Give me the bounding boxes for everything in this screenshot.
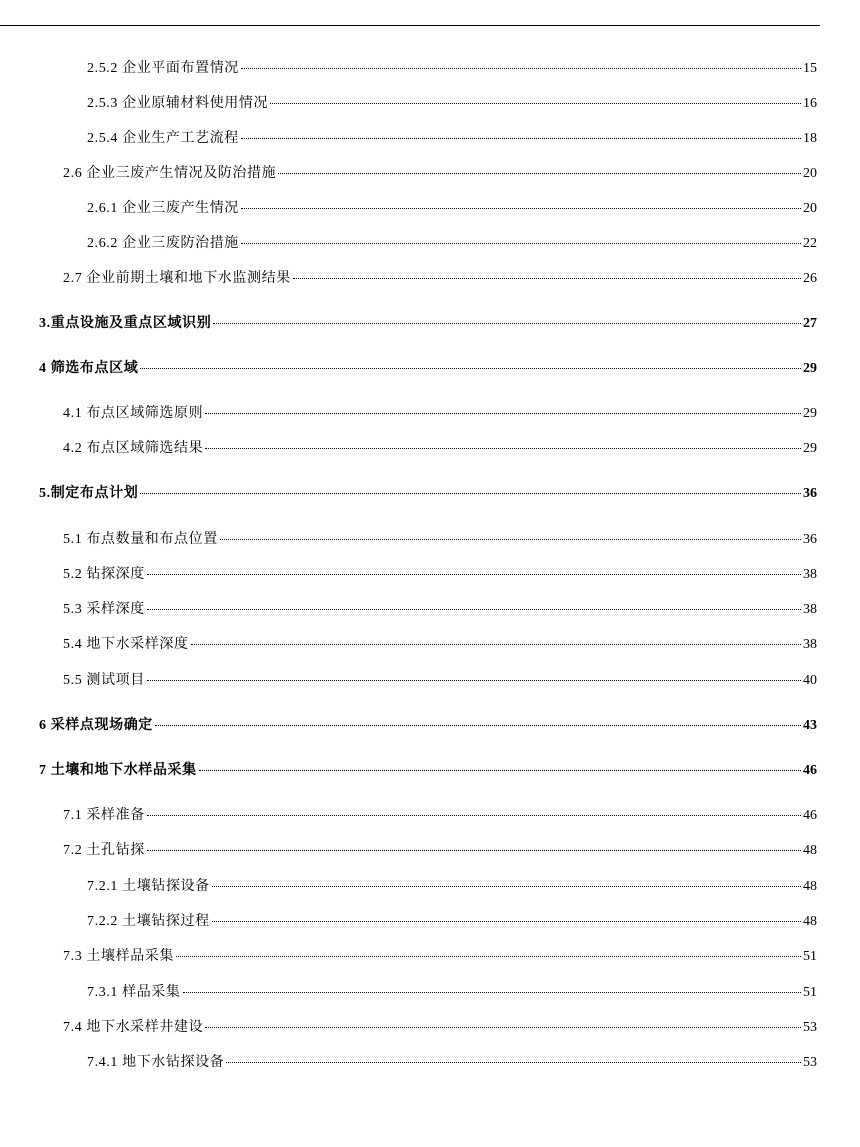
- toc-entry-label: 4.2 布点区域筛选结果: [63, 441, 204, 456]
- dot-leader: [213, 323, 801, 324]
- toc-page-number: 46: [803, 808, 817, 823]
- toc-page-number: 43: [803, 718, 817, 733]
- dot-leader: [205, 413, 801, 414]
- toc-page-number: 22: [803, 236, 817, 251]
- toc-page-number: 46: [803, 763, 817, 778]
- toc-page-number: 51: [803, 985, 817, 1000]
- toc-page-number: 29: [803, 361, 817, 376]
- toc-entry-7-1[interactable]: [63, 807, 817, 825]
- toc-entry-label: 4.1 布点区域筛选原则: [63, 406, 204, 421]
- toc-page-number: 53: [803, 1020, 817, 1035]
- toc-entry-label: 5.3 采样深度: [63, 602, 145, 617]
- toc-entry-4-2[interactable]: [63, 440, 817, 458]
- toc-page-number: 48: [803, 879, 817, 894]
- dot-leader: [147, 680, 801, 681]
- header-rule: [0, 25, 820, 26]
- toc-page-number: 29: [803, 406, 817, 421]
- toc-entry-7-3[interactable]: [63, 948, 817, 966]
- dot-leader: [199, 770, 801, 771]
- toc-entry-label: 7.2.2 土壤钻探过程: [87, 914, 210, 929]
- toc-entry-label: 5.1 布点数量和布点位置: [63, 532, 218, 547]
- toc-page-number: 48: [803, 843, 817, 858]
- dot-leader: [205, 448, 801, 449]
- toc-entry-label: 2.5.2 企业平面布置情况: [87, 61, 239, 76]
- toc-entry-label: 2.7 企业前期土壤和地下水监测结果: [63, 271, 291, 286]
- toc-entry-label: 7.3.1 样品采集: [87, 985, 181, 1000]
- toc-page-number: 53: [803, 1055, 817, 1070]
- toc-page-number: 20: [803, 166, 817, 181]
- toc-entry-4-1[interactable]: [63, 405, 817, 423]
- toc-entry-5-5[interactable]: [63, 672, 817, 690]
- toc-entry-5[interactable]: [39, 485, 817, 503]
- toc-entry-label: 7 土壤和地下水样品采集: [39, 763, 197, 778]
- dot-leader: [241, 68, 801, 69]
- dot-leader: [147, 815, 801, 816]
- toc-entry-7[interactable]: [39, 762, 817, 780]
- toc-entry-7-4-1[interactable]: [87, 1054, 817, 1072]
- dot-leader: [270, 103, 801, 104]
- toc-entry-2-7[interactable]: [63, 270, 817, 288]
- toc-entry-3[interactable]: [39, 315, 817, 333]
- toc-entry-7-4[interactable]: [63, 1019, 817, 1037]
- toc-entry-2-6-2[interactable]: [87, 235, 817, 253]
- dot-leader: [220, 539, 801, 540]
- toc-page-number: 38: [803, 602, 817, 617]
- toc-page-number: 20: [803, 201, 817, 216]
- toc-entry-5-1[interactable]: [63, 531, 817, 549]
- toc-entry-label: 7.1 采样准备: [63, 808, 145, 823]
- toc-entry-2-5-2[interactable]: [87, 60, 817, 78]
- toc-entry-label: 3.重点设施及重点区域识别: [39, 316, 212, 331]
- toc-entry-label: 5.5 测试项目: [63, 673, 145, 688]
- toc-entry-label: 2.6.1 企业三废产生情况: [87, 201, 239, 216]
- toc-entry-label: 5.制定布点计划: [39, 486, 139, 501]
- toc-page-number: 38: [803, 567, 817, 582]
- toc-page-number: 48: [803, 914, 817, 929]
- toc-page-number: 26: [803, 271, 817, 286]
- dot-leader: [241, 208, 801, 209]
- toc-entry-label: 5.4 地下水采样深度: [63, 637, 189, 652]
- dot-leader: [212, 921, 801, 922]
- toc-entry-5-4[interactable]: [63, 636, 817, 654]
- toc-page-number: 18: [803, 131, 817, 146]
- toc-entry-2-6-1[interactable]: [87, 200, 817, 218]
- toc-entry-label: 7.2.1 土壤钻探设备: [87, 879, 210, 894]
- toc-entry-label: 2.6 企业三废产生情况及防治措施: [63, 166, 277, 181]
- dot-leader: [147, 850, 801, 851]
- toc-page-number: 36: [803, 486, 817, 501]
- toc-entry-5-2[interactable]: [63, 566, 817, 584]
- toc-entry-7-3-1[interactable]: [87, 984, 817, 1002]
- toc-entry-7-2-2[interactable]: [87, 913, 817, 931]
- dot-leader: [293, 278, 801, 279]
- toc-entry-6[interactable]: [39, 717, 817, 735]
- dot-leader: [241, 138, 801, 139]
- dot-leader: [147, 574, 801, 575]
- toc-page-number: 15: [803, 61, 817, 76]
- toc-entry-label: 2.5.3 企业原辅材料使用情况: [87, 96, 269, 111]
- dot-leader: [183, 992, 802, 993]
- dot-leader: [212, 886, 801, 887]
- toc-entry-2-6[interactable]: [63, 165, 817, 183]
- toc-entry-4[interactable]: [39, 360, 817, 378]
- toc-entry-label: 7.3 土壤样品采集: [63, 949, 174, 964]
- toc-page-number: 16: [803, 96, 817, 111]
- dot-leader: [226, 1062, 801, 1063]
- toc-page-number: 51: [803, 949, 817, 964]
- toc-page-number: 40: [803, 673, 817, 688]
- toc-page-number: 27: [803, 316, 817, 331]
- dot-leader: [155, 725, 801, 726]
- toc-entry-label: 7.2 土孔钻探: [63, 843, 145, 858]
- toc-entry-label: 5.2 钻探深度: [63, 567, 145, 582]
- dot-leader: [205, 1027, 801, 1028]
- toc-page-number: 36: [803, 532, 817, 547]
- toc-entry-label: 6 采样点现场确定: [39, 718, 153, 733]
- dot-leader: [147, 609, 801, 610]
- toc-entry-label: 2.6.2 企业三废防治措施: [87, 236, 239, 251]
- toc-entry-label: 2.5.4 企业生产工艺流程: [87, 131, 239, 146]
- dot-leader: [176, 956, 801, 957]
- dot-leader: [140, 493, 801, 494]
- toc-entry-7-2[interactable]: [63, 842, 817, 860]
- toc-entry-label: 7.4.1 地下水钻探设备: [87, 1055, 225, 1070]
- dot-leader: [278, 173, 801, 174]
- toc-page-number: 38: [803, 637, 817, 652]
- dot-leader: [241, 243, 801, 244]
- dot-leader: [140, 368, 801, 369]
- toc-entry-7-2-1[interactable]: [87, 878, 817, 896]
- toc-entry-label: 7.4 地下水采样井建设: [63, 1020, 204, 1035]
- toc-entry-label: 4 筛选布点区域: [39, 361, 139, 376]
- toc-page-number: 29: [803, 441, 817, 456]
- toc-entry-2-5-3[interactable]: [87, 95, 817, 113]
- dot-leader: [191, 644, 801, 645]
- toc-entry-2-5-4[interactable]: [87, 130, 817, 148]
- toc-entry-5-3[interactable]: [63, 601, 817, 619]
